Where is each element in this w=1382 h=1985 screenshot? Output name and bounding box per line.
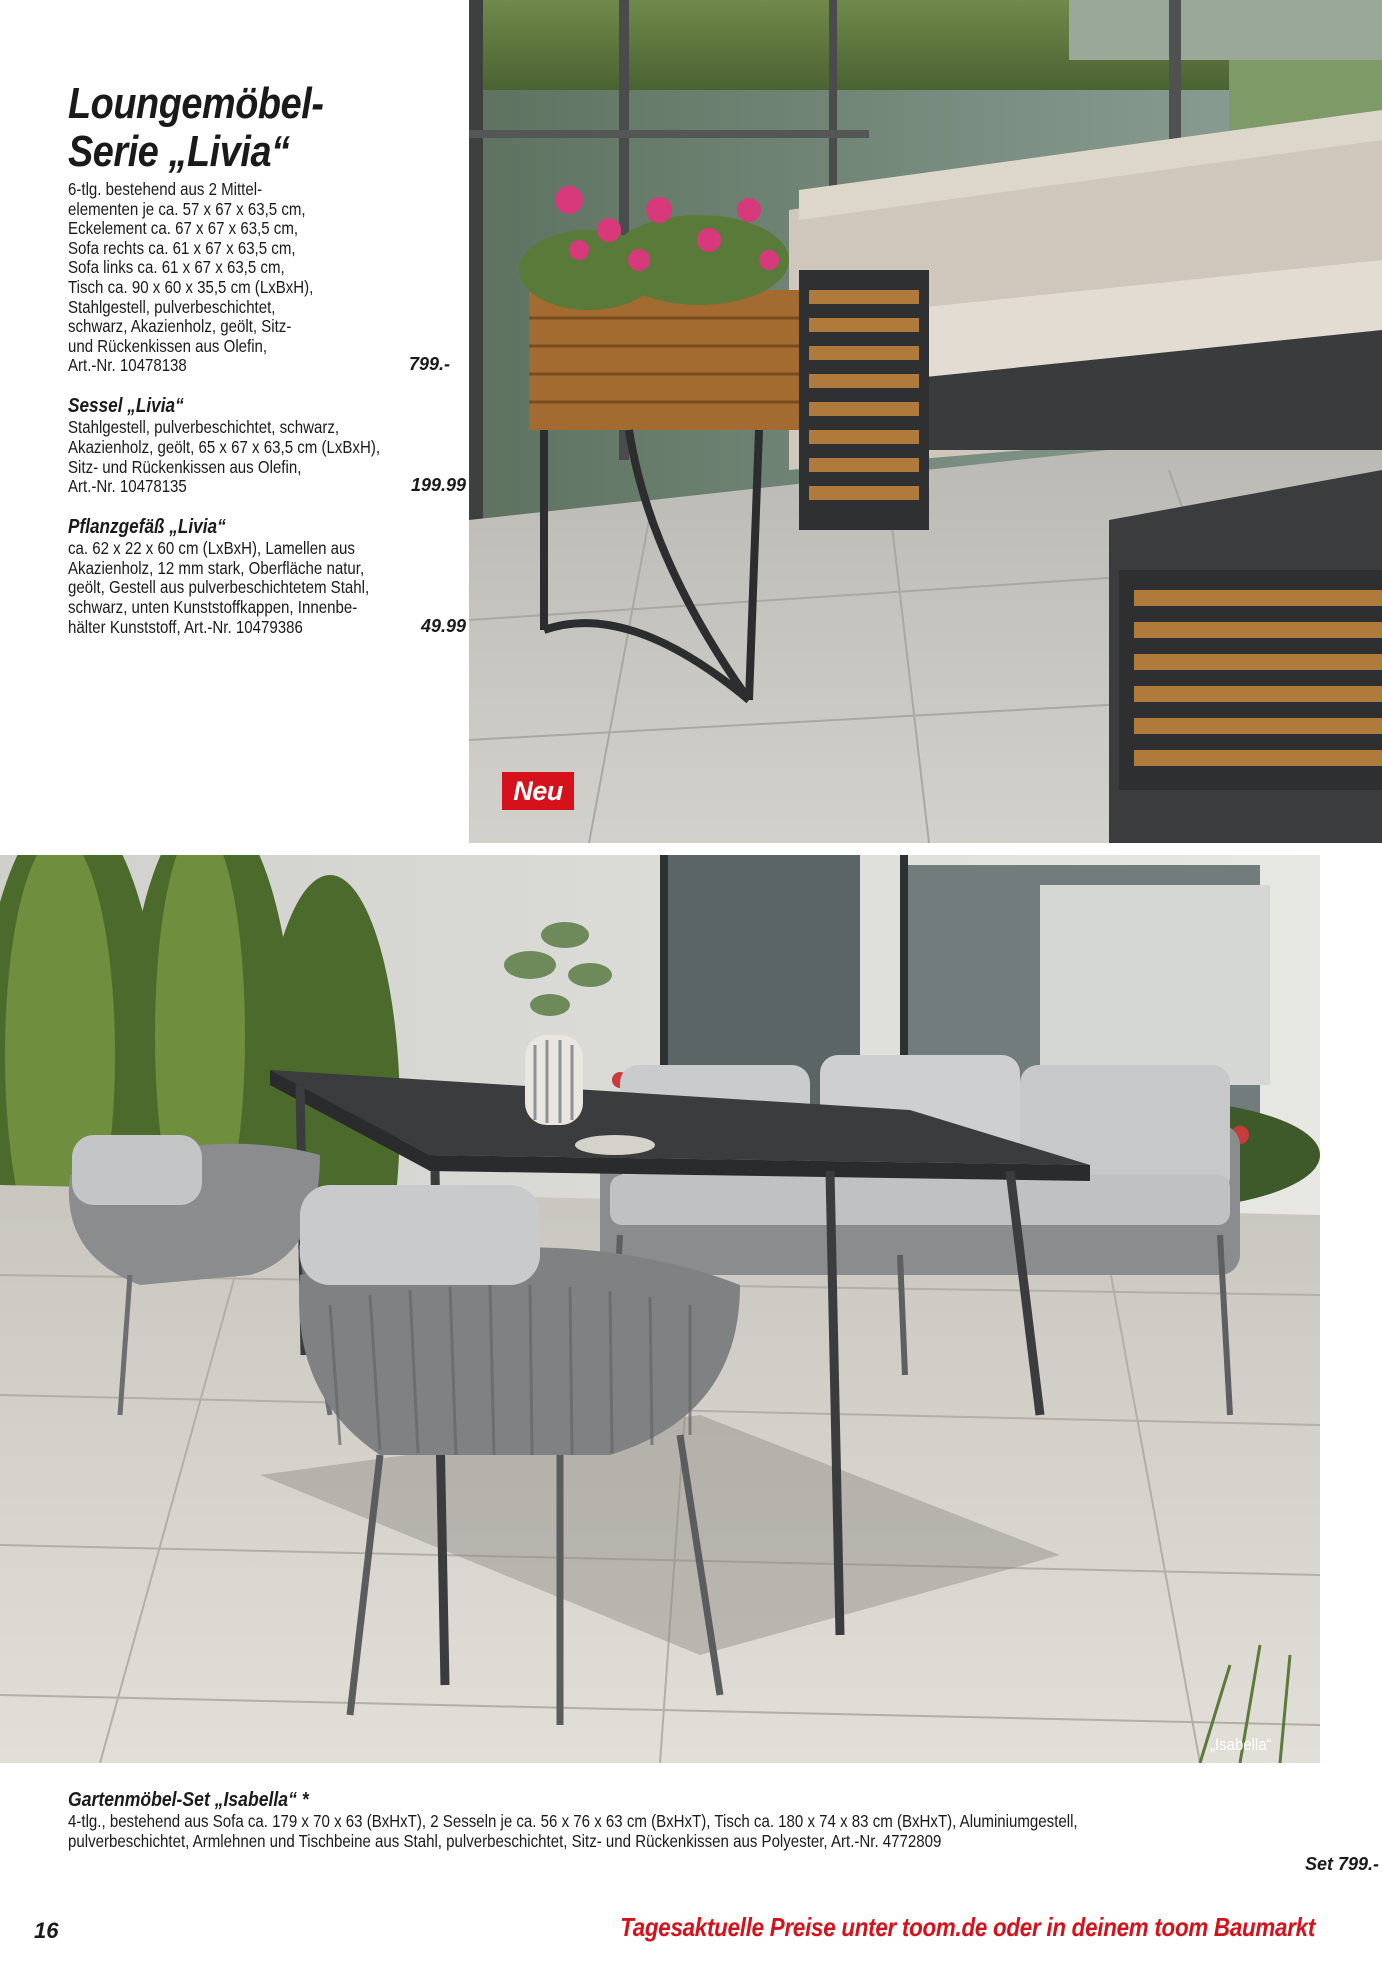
livia-lounge-photo: [469, 0, 1382, 843]
price: 49.99: [420, 615, 466, 636]
new-badge: Neu: [502, 772, 574, 810]
livia-text-column: [68, 79, 466, 638]
page-number: 16: [34, 1918, 59, 1943]
isabella-set-illustration: [0, 855, 1320, 1763]
desc-line: Sofa links ca. 61 x 67 x 63,5 cm,: [68, 257, 285, 278]
desc-line: und Rückenkissen aus Olefin,: [68, 335, 268, 356]
desc-line: pulverbeschichtet, Armlehnen und Tischbeine aus Stahl, pulverbeschichtet, Sitz- und Rückenkissen aus Polyester, Art.-Nr. 4772809: [68, 1830, 942, 1851]
sessel-title: Sessel „Livia“: [68, 395, 184, 418]
sessel-price-row: [68, 475, 466, 497]
desc-line: ca. 62 x 22 x 60 cm (LxBxH), Lamellen aus: [68, 538, 355, 559]
isabella-set-photo: [0, 855, 1320, 1763]
price: 799.-: [408, 354, 450, 375]
desc-line: Stahlgestell, pulverbeschichtet,: [68, 296, 276, 317]
desc-line: 4-tlg., bestehend aus Sofa ca. 179 x 70 x 63 (BxHxT), 2 Sesseln je ca. 56 x 76 x 63 cm (BxHxT), Tisch ca. 180 x 74 x 83 cm (BxHxT), Aluminiumgestell,: [68, 1811, 1078, 1831]
desc-line: Sofa rechts ca. 61 x 67 x 63,5 cm,: [68, 237, 296, 258]
desc-line: Tisch ca. 90 x 60 x 35,5 cm (LxBxH),: [68, 276, 314, 297]
pflanzgefaess-title: Pflanzgefäß „Livia“: [68, 516, 226, 539]
desc-line: Akazienholz, 12 mm stark, Oberfläche natur,: [68, 557, 365, 578]
desc-line: Eckelement ca. 67 x 67 x 63,5 cm,: [68, 218, 299, 239]
isabella-text-block: [68, 1788, 1318, 1851]
art-number: Art.-Nr. 10478138: [68, 355, 187, 376]
pflanzgefaess-description: [68, 539, 438, 617]
desc-line: geölt, Gestell aus pulverbeschichtetem Stahl,: [68, 577, 370, 598]
pflanzgefaess-price-row: [68, 615, 466, 638]
livia-lounge-illustration: [469, 0, 1382, 843]
image-caption: „Isabella“: [1210, 1735, 1272, 1754]
desc-line: Stahlgestell, pulverbeschichtet, schwarz,: [68, 417, 340, 438]
isabella-title: Gartenmöbel-Set „Isabella“ *: [68, 1789, 309, 1811]
sessel-description: [68, 418, 438, 477]
livia-set-description: [68, 180, 438, 356]
art-number: hälter Kunststoff, Art.-Nr. 10479386: [68, 616, 303, 637]
price: 199.99: [410, 475, 466, 496]
isabella-description: [68, 1812, 1289, 1851]
desc-line: 6-tlg. bestehend aus 2 Mittel-: [68, 179, 263, 199]
art-number: Art.-Nr. 10478135: [68, 476, 187, 497]
desc-line: schwarz, Akazienholz, geölt, Sitz-: [68, 316, 292, 337]
desc-line: elementen je ca. 57 x 67 x 63,5 cm,: [68, 198, 306, 219]
desc-line: Akazienholz, geölt, 65 x 67 x 63,5 cm (LxBxH),: [68, 436, 381, 457]
desc-line: Sitz- und Rückenkissen aus Olefin,: [68, 456, 302, 477]
footer-claim: Tagesaktuelle Preise unter toom.de oder in deinem toom Baumarkt: [620, 1912, 1315, 1942]
livia-set-title: [68, 80, 429, 176]
desc-line: schwarz, unten Kunststoffkappen, Innenbe-: [68, 596, 358, 617]
isabella-price: Set 799.-: [1304, 1854, 1379, 1874]
title-line: Serie „Livia“: [68, 127, 290, 176]
livia-set-price-row: [68, 354, 450, 376]
title-line: Loungemöbel-: [68, 79, 324, 128]
